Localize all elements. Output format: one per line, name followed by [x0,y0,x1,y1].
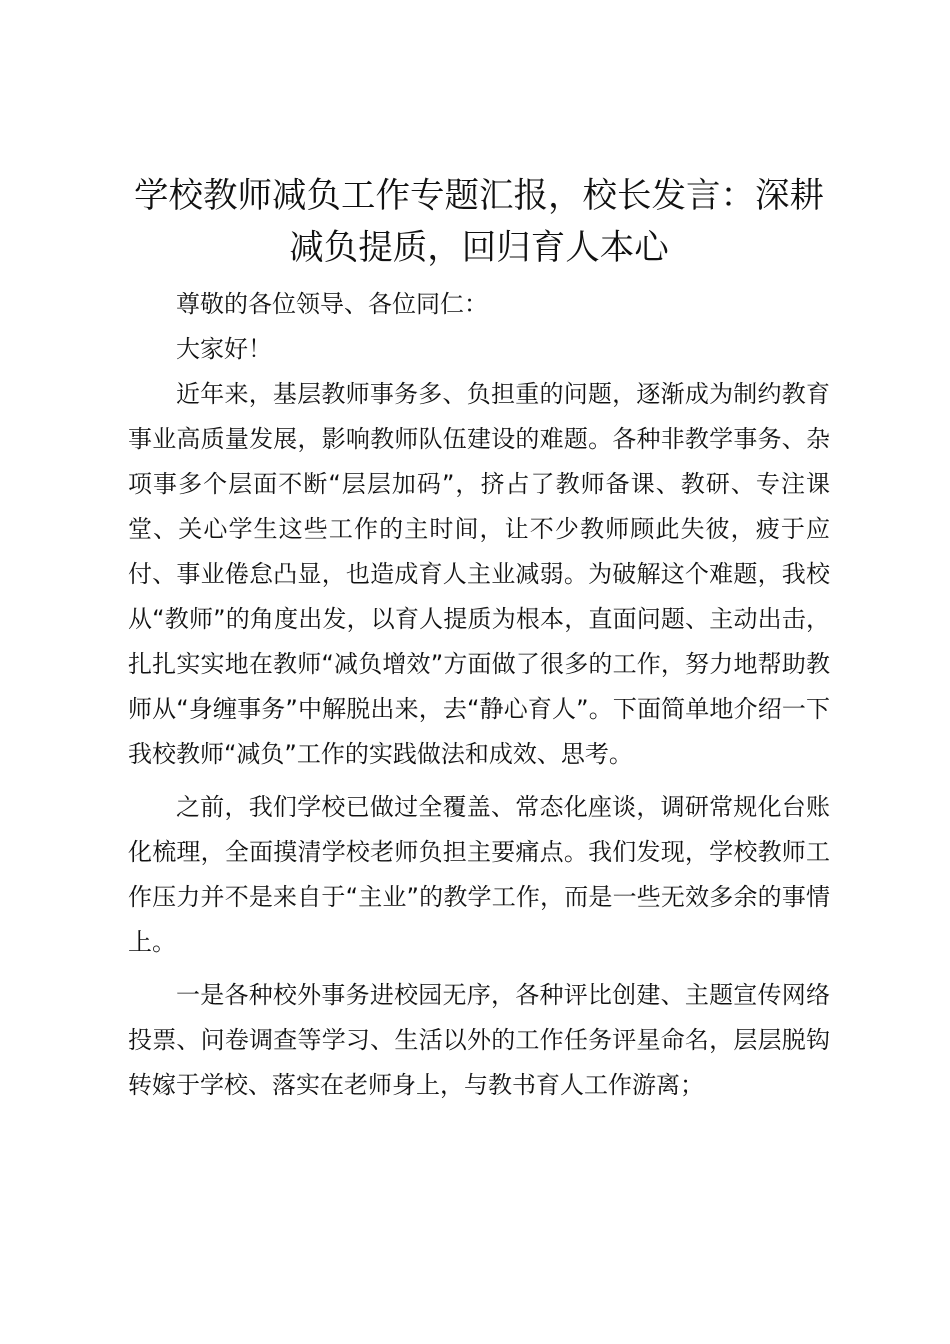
body-paragraph: 之前，我们学校已做过全覆盖、常态化座谈，调研常规化台账化梳理，全面摸清学校老师负担主要痛点。我们发现，学校教师工作压力并不是来自于“主业”的教学工作，而是一些无效多余的事情上。 [128,793,830,956]
document-page [128,170,830,1108]
salutation-paragraph: 大家好！ [176,335,272,363]
document-body [128,282,830,1108]
greeting-paragraph: 尊敬的各位领导、各位同仁： [176,290,488,318]
document-title: 学校教师减负工作专题汇报，校长发言：深耕减负提质，回归育人本心 [134,176,824,268]
body-paragraph: 一是各种校外事务进校园无序，各种评比创建、主题宣传网络投票、问卷调查等学习、生活以外的工作任务评星命名，层层脱钩转嫁于学校、落实在老师身上，与教书育人工作游离； [128,981,830,1099]
body-paragraph: 近年来，基层教师事务多、负担重的问题，逐渐成为制约教育事业高质量发展，影响教师队伍建设的难题。各种非教学事务、杂项事多个层面不断“层层加码”，挤占了教师备课、教研、专注课堂、关心学生这些工作的主时间，让不少教师顾此失彼，疲于应付、事业倦怠凸显，也造成育人主业减弱。为破解这个难题，我校从“教师”的角度出发，以育人提质为根本，直面问题、主动出击，扎扎实实地在教师“减负增效”方面做了很多的工作，努力地帮助教师从“身缠事务”中解脱出来，去“静心育人”。下面简单地介绍一下我校教师“减负”工作的实践做法和成效、思考。 [128,380,830,768]
